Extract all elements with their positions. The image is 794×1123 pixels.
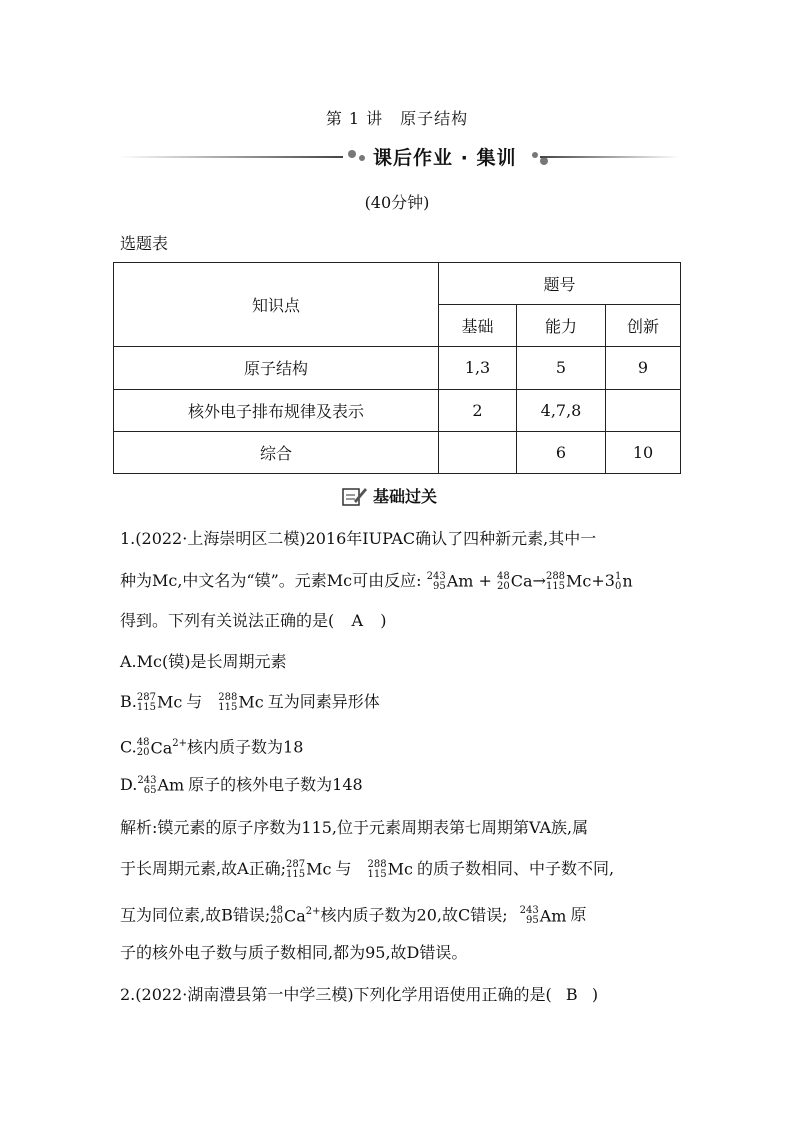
row-topic: 原子结构 xyxy=(114,347,439,389)
q1-analysis-line2: 于长周期元素,故A正确; 287 115 Mc 与 288 115 Mc 的质子数相同、中子数不同, xyxy=(120,858,615,880)
q1-analysis-line4: 子的核外电子数与质子数相同,都为95,故D错误。 xyxy=(120,943,468,962)
q1-option-a: A.Mc(镆)是长周期元素 xyxy=(120,652,287,671)
plus-sign: + xyxy=(473,571,498,590)
q1-analysis-line3: 互为同位素,故B错误; 48 20 $Ca^{2+}$核内质子数为20,故C错误; 243 95 Am 原 xyxy=(120,905,587,927)
banner-dot-icon xyxy=(532,152,538,158)
q1-line2-text: 种为Mc,中文名为“镆”。元素Mc可由反应: xyxy=(120,571,422,590)
row-basic xyxy=(439,431,517,473)
table-label: 选题表 xyxy=(120,234,169,253)
banner-dot-icon xyxy=(540,157,548,165)
table-row xyxy=(114,389,681,431)
row-basic: 1,3 xyxy=(439,347,517,389)
q1-line2 xyxy=(120,570,633,593)
q1-stem-end: 得到。下列有关说法正确的是( xyxy=(120,611,335,630)
banner-dot-icon xyxy=(348,150,356,158)
subheader-basic: 基础 xyxy=(439,305,517,347)
q1-line3 xyxy=(120,610,387,632)
banner-title: 课后作业 · 集训 xyxy=(373,147,517,169)
subheader-innovation: 创新 xyxy=(606,305,681,347)
q2-stem: 2.(2022·湖南澧县第一中学三模)下列化学用语使用正确的是( B ) xyxy=(120,985,599,1004)
nuclide-am: 243 95 Am xyxy=(426,570,474,592)
row-ability: 5 xyxy=(517,347,606,389)
q1-option-b: B. 287 115 Mc 与 288 115 Mc 互为同素异形体 xyxy=(120,691,380,713)
banner-right-rule xyxy=(540,156,680,158)
row-basic: 2 xyxy=(439,389,517,431)
row-topic: 核外电子排布规律及表示 xyxy=(114,389,439,431)
q1-line1: 1.(2022·上海崇明区二模)2016年IUPAC确认了四种新元素,其中一 xyxy=(120,529,597,548)
duration: (40分钟) xyxy=(364,193,430,212)
q1-paren-close: ) xyxy=(380,611,387,630)
row-innovation: 9 xyxy=(606,347,681,389)
nuclide-ca: 48 20 Ca xyxy=(497,570,533,592)
banner-dot-icon xyxy=(359,155,365,161)
reaction-arrow: → xyxy=(532,571,546,590)
plus-coefficient: +3 xyxy=(591,571,615,590)
row-topic: 综合 xyxy=(114,431,439,473)
banner-left-rule xyxy=(118,156,343,158)
section-title: 基础过关 xyxy=(373,487,438,506)
subheader-ability: 能力 xyxy=(517,305,606,347)
q1-option-c: C. 48 20 $Ca^{2+}$核内质子数为18 xyxy=(120,737,304,759)
pencil-note-icon xyxy=(340,485,368,507)
header-knowledge: 知识点 xyxy=(114,263,439,347)
table-row xyxy=(114,347,681,389)
selection-table xyxy=(113,262,681,474)
nuclide-mc: 288 115 Mc xyxy=(545,570,592,592)
header-number: 题号 xyxy=(439,263,681,305)
row-innovation: 10 xyxy=(606,431,681,473)
homework-banner xyxy=(118,142,680,170)
nuclide-n: 1 0 n xyxy=(614,570,633,592)
row-innovation xyxy=(606,389,681,431)
lecture-title: 第 1 讲 原子结构 xyxy=(325,109,469,128)
table-row xyxy=(114,431,681,473)
row-ability: 6 xyxy=(517,431,606,473)
row-ability: 4,7,8 xyxy=(517,389,606,431)
q2-answer: B xyxy=(565,985,578,1004)
q1-analysis-line1: 解析:镆元素的原子序数为115,位于元素周期表第七周期第VA族,属 xyxy=(120,818,589,837)
q1-option-d: D. 243 65 Am 原子的核外电子数为148 xyxy=(120,774,363,796)
q1-answer: A xyxy=(351,611,364,630)
